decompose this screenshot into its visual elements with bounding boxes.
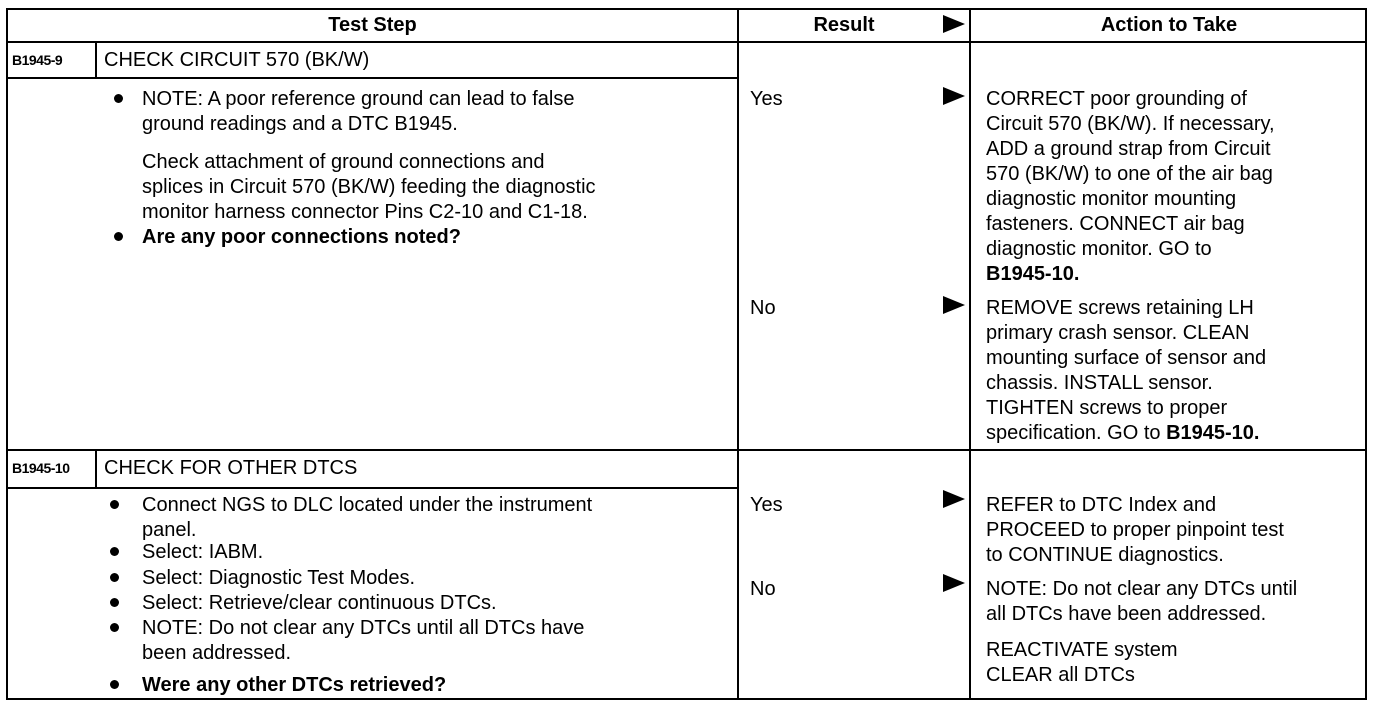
header-test-step: Test Step bbox=[328, 14, 417, 36]
step1-no-line4: chassis. INSTALL sensor. bbox=[986, 372, 1213, 394]
step2-bullet1-line2: panel. bbox=[142, 519, 197, 541]
step1-yes-goto: B1945-10. bbox=[986, 263, 1080, 285]
step2-bullet5-line2: been addressed. bbox=[142, 642, 292, 664]
bullet-icon bbox=[110, 623, 119, 632]
step1-yes-line5: diagnostic monitor mounting bbox=[986, 188, 1237, 210]
step2-yes-arrow-icon bbox=[943, 490, 965, 508]
step1-check-line2: splices in Circuit 570 (BK/W) feeding the diagnostic bbox=[142, 176, 596, 198]
step1-no-line1: REMOVE screws retaining LH bbox=[986, 297, 1254, 319]
step2-bullet4: Select: Retrieve/clear continuous DTCs. bbox=[142, 592, 497, 614]
bullet-icon bbox=[110, 680, 119, 689]
step1-no-label: No bbox=[750, 297, 776, 319]
step1-no-line5: TIGHTEN screws to proper bbox=[986, 397, 1228, 419]
step2-code-divider bbox=[95, 449, 97, 487]
step1-code-divider bbox=[95, 41, 97, 77]
step1-yes-line7: diagnostic monitor. GO to bbox=[986, 238, 1212, 260]
step1-no-line3: mounting surface of sensor and bbox=[986, 347, 1267, 369]
step1-yes-label: Yes bbox=[750, 88, 783, 110]
bullet-icon bbox=[114, 232, 123, 241]
step2-title-divider bbox=[6, 487, 737, 489]
step2-no-line3: REACTIVATE system bbox=[986, 639, 1178, 661]
row-divider bbox=[6, 449, 1367, 451]
step1-no-goto: B1945-10. bbox=[1166, 422, 1260, 444]
step1-yes-line2: Circuit 570 (BK/W). If necessary, bbox=[986, 113, 1275, 135]
step2-no-line2: all DTCs have been addressed. bbox=[986, 603, 1267, 625]
step1-yes-line3: ADD a ground strap from Circuit bbox=[986, 138, 1271, 160]
step1-code: B1945-9 bbox=[12, 52, 63, 68]
step1-yes-arrow-icon bbox=[943, 87, 965, 105]
step2-no-arrow-icon bbox=[943, 574, 965, 592]
step2-no-line4: CLEAR all DTCs bbox=[986, 664, 1135, 686]
header-action: Action to Take bbox=[1100, 14, 1238, 36]
step2-yes-line3: to CONTINUE diagnostics. bbox=[986, 544, 1224, 566]
step1-no-line6 bbox=[986, 421, 1259, 446]
step2-no-line1: NOTE: Do not clear any DTCs until bbox=[986, 578, 1298, 600]
header-result: Result bbox=[813, 14, 875, 36]
step1-no-line6-text: specification. GO to bbox=[986, 422, 1167, 444]
step1-no-arrow-icon bbox=[943, 296, 965, 314]
step2-title: CHECK FOR OTHER DTCS bbox=[104, 457, 358, 479]
bullet-icon bbox=[110, 500, 119, 509]
step1-check-line3: monitor harness connector Pins C2-10 and C1-18. bbox=[142, 201, 588, 223]
step1-no-line2: primary crash sensor. CLEAN bbox=[986, 322, 1250, 344]
step1-yes-line6: fasteners. CONNECT air bag bbox=[986, 213, 1245, 235]
step2-bullet5-line1: NOTE: Do not clear any DTCs until all DTCs have bbox=[142, 617, 585, 639]
step2-bullet1-line1: Connect NGS to DLC located under the instrument bbox=[142, 494, 593, 516]
step2-bullet2: Select: IABM. bbox=[142, 541, 264, 563]
column-divider-result bbox=[737, 8, 739, 700]
column-divider-action bbox=[969, 8, 971, 700]
step1-yes-line1: CORRECT poor grounding of bbox=[986, 88, 1247, 110]
step1-note-line2: ground readings and a DTC B1945. bbox=[142, 113, 458, 135]
step2-yes-line2: PROCEED to proper pinpoint test bbox=[986, 519, 1284, 541]
bullet-icon bbox=[114, 94, 123, 103]
step2-code: B1945-10 bbox=[12, 460, 70, 476]
step2-no-label: No bbox=[750, 578, 776, 600]
step1-title: CHECK CIRCUIT 570 (BK/W) bbox=[104, 49, 370, 71]
step2-question: Were any other DTCs retrieved? bbox=[142, 674, 447, 696]
step1-title-divider bbox=[6, 77, 737, 79]
step1-check-line1: Check attachment of ground connections and bbox=[142, 151, 545, 173]
step2-yes-line1: REFER to DTC Index and bbox=[986, 494, 1217, 516]
step2-bullet3: Select: Diagnostic Test Modes. bbox=[142, 567, 416, 589]
header-divider bbox=[6, 41, 1367, 43]
bullet-icon bbox=[110, 573, 119, 582]
step2-yes-label: Yes bbox=[750, 494, 783, 516]
header-arrow-icon bbox=[943, 15, 965, 33]
step1-note-line1: NOTE: A poor reference ground can lead to false bbox=[142, 88, 575, 110]
bullet-icon bbox=[110, 547, 119, 556]
step1-question: Are any poor connections noted? bbox=[142, 226, 461, 248]
step1-yes-line4: 570 (BK/W) to one of the air bag bbox=[986, 163, 1273, 185]
bullet-icon bbox=[110, 598, 119, 607]
